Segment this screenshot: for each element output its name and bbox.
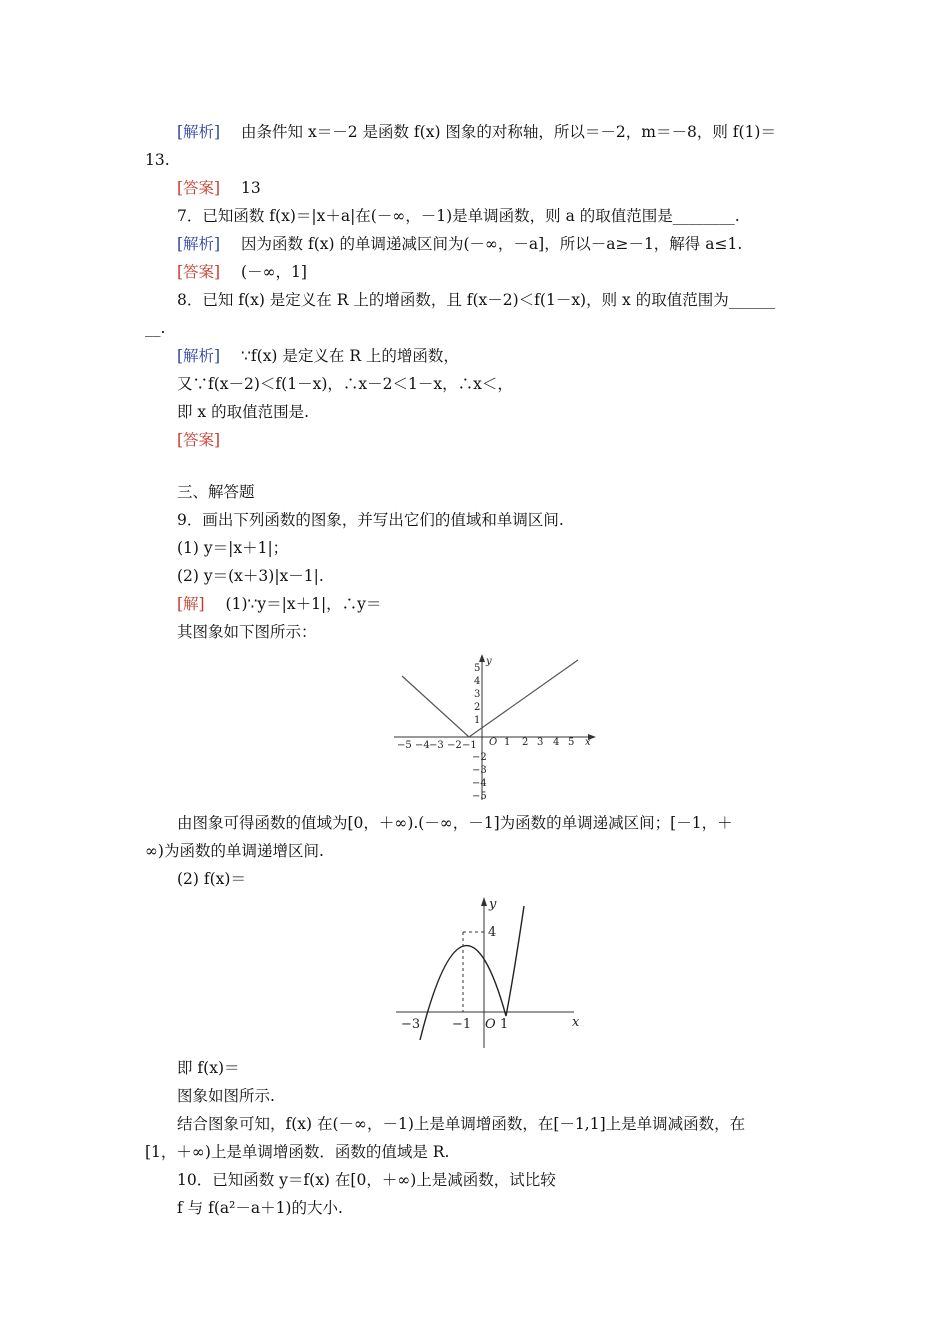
y-tick: 1: [474, 715, 481, 726]
analysis-text: 由条件知 x＝－2 是函数 f(x) 图象的对称轴，所以＝－2，m＝－8，则 f(1)＝: [241, 123, 776, 141]
answer-tag: [答案]: [177, 179, 221, 197]
answer-line-1: [177, 177, 261, 199]
x-tick: −1: [462, 740, 477, 751]
solution-tag: [解]: [177, 595, 205, 613]
graph-curve: [402, 660, 578, 737]
x-tick: −4: [415, 740, 430, 751]
answer-tag: [答案]: [177, 431, 221, 449]
text-line: 13.: [145, 151, 170, 169]
x-tick: 2: [522, 737, 529, 748]
text-line: __.: [145, 319, 166, 337]
text-line: 又∵f(x－2)＜f(1－x)，∴x－2＜1－x，∴x＜，: [177, 375, 513, 393]
graph-curve: [420, 906, 524, 1040]
text-line: 即 x 的取值范围是.: [177, 403, 310, 421]
question-7: 7．已知函数 f(x)＝|x＋a|在(－∞，－1)是单调函数，则 a 的取值范围是________.: [177, 207, 740, 225]
answer-tag: [答案]: [177, 263, 221, 281]
text-line: ∞)为函数的单调递增区间.: [145, 842, 324, 860]
x-axis-label: x: [572, 1015, 580, 1030]
y-tick: 4: [488, 925, 497, 940]
question-9-part-1: (1) y＝|x＋1|；: [177, 539, 289, 557]
answer-text: (－∞，1]: [241, 263, 307, 281]
analysis-tag: [解析]: [177, 123, 221, 141]
x-tick: −1: [452, 1017, 472, 1032]
x-tick: −2: [447, 740, 462, 751]
y-tick: 5: [474, 663, 481, 674]
x-tick: −3: [401, 1017, 421, 1032]
question-8: 8．已知 f(x) 是定义在 R 上的增函数，且 f(x－2)＜f(1－x)，则 x 的取值范围为______: [177, 291, 776, 309]
y-tick: −4: [472, 778, 487, 789]
analysis-line-2: [177, 233, 742, 255]
analysis-tag: [解析]: [177, 347, 221, 365]
graph-piecewise: [392, 892, 592, 1052]
question-9: 9．画出下列函数的图象，并写出它们的值域和单调区间.: [177, 511, 564, 529]
text-line: [1，＋∞)上是单调增函数．函数的值域是 R.: [145, 1143, 450, 1161]
text-line: f 与 f(a²－a＋1)的大小.: [177, 1199, 343, 1217]
x-tick: −3: [429, 740, 444, 751]
y-tick: 4: [474, 676, 481, 687]
y-tick: 3: [474, 689, 481, 700]
origin-label: O: [489, 737, 498, 748]
analysis-line-3: [177, 345, 459, 367]
y-tick: 2: [474, 702, 481, 713]
analysis-text: ∵f(x) 是定义在 R 上的增函数，: [241, 347, 459, 365]
text-line: 结合图象可知，f(x) 在(－∞，－1)上是单调增函数，在[－1,1]上是单调减函数，在: [177, 1115, 746, 1133]
text-line: 图象如图所示.: [177, 1087, 275, 1105]
y-tick: −3: [472, 765, 487, 776]
x-tick: 1: [504, 737, 511, 748]
question-9-part-2: (2) y＝(x＋3)|x－1|.: [177, 567, 324, 585]
y-tick: −5: [472, 791, 487, 802]
origin-label: O: [485, 1017, 496, 1032]
x-tick: 4: [553, 737, 560, 748]
y-axis-label: y: [489, 897, 497, 912]
analysis-line-1: [177, 121, 776, 143]
text-line: 其图象如下图所示：: [177, 623, 317, 641]
y-axis-arrow: [481, 897, 487, 906]
x-tick: 1: [500, 1017, 509, 1032]
solution-text: (1)∵y＝|x＋1|，∴y＝: [225, 595, 382, 613]
answer-line-3: [177, 429, 220, 451]
x-axis-label: x: [585, 737, 591, 748]
y-axis-label: y: [486, 656, 492, 667]
text-line: (2) f(x)＝: [177, 870, 246, 888]
x-tick: 5: [568, 737, 575, 748]
answer-line-2: [177, 261, 307, 283]
question-10: 10．已知函数 y＝f(x) 在[0，＋∞)上是减函数，试比较: [177, 1171, 556, 1189]
solution-line: [177, 593, 381, 615]
analysis-text: 因为函数 f(x) 的单调递减区间为(－∞，－a]，所以－a≥－1，解得 a≤1.: [241, 235, 743, 253]
analysis-tag: [解析]: [177, 235, 221, 253]
section-heading: 三、解答题: [177, 483, 255, 501]
answer-text: 13: [241, 179, 261, 197]
text-line: 即 f(x)＝: [177, 1059, 240, 1077]
x-tick: 3: [537, 737, 544, 748]
x-tick: −5: [397, 740, 412, 751]
graph-abs-value: [392, 654, 612, 804]
y-tick: −2: [472, 752, 487, 763]
text-line: 由图象可得函数的值域为[0，＋∞).(－∞，－1]为函数的单调递减区间；[－1，＋: [177, 814, 733, 832]
y-axis-arrow: [479, 654, 485, 662]
